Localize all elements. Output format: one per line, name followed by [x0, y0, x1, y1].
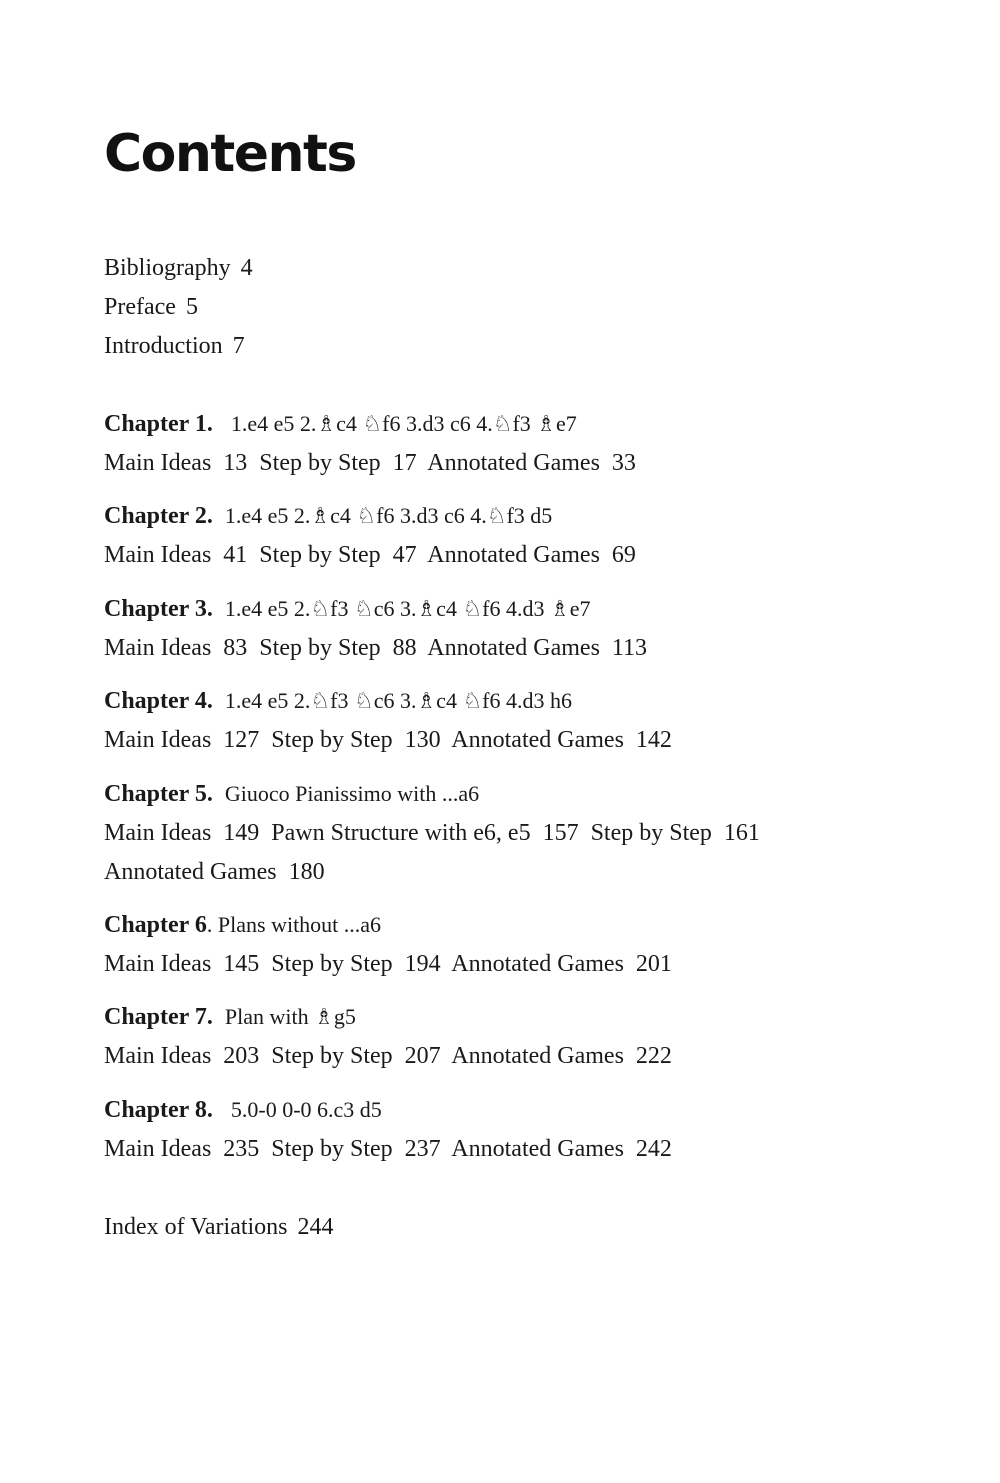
chapter-6-sections[interactable]: Main Ideas 145 Step by Step 194 Annotated Games 201 — [104, 951, 672, 977]
toc-entry-bibliography[interactable] — [104, 256, 253, 280]
toc-entry-label: Introduction — [104, 333, 223, 359]
page-title: Contents — [104, 124, 356, 184]
chapter-label: Chapter 3. — [104, 596, 213, 622]
toc-entry-index-of-variations[interactable] — [104, 1215, 334, 1239]
chapter-title: Plan with ♗g5 — [224, 1004, 356, 1029]
chapter-title: 1.e4 e5 2.♘f3 ♘c6 3.♗c4 ♘f6 4.d3 ♗e7 — [224, 596, 591, 621]
chapter-title: 5.0-0 0-0 6.c3 d5 — [230, 1097, 382, 1122]
chapter-label: Chapter 6 — [104, 912, 207, 938]
chapter-1-heading[interactable] — [104, 412, 577, 436]
toc-entry-label: Index of Variations — [104, 1214, 288, 1240]
chapter-label: Chapter 4. — [104, 688, 213, 714]
chapter-label: Chapter 8. — [104, 1097, 213, 1123]
chapter-1-sections[interactable]: Main Ideas 13 Step by Step 17 Annotated Games 33 — [104, 450, 636, 476]
chapter-label: Chapter 7. — [104, 1004, 213, 1030]
chapter-8-heading[interactable] — [104, 1098, 382, 1122]
chapter-8-sections[interactable]: Main Ideas 235 Step by Step 237 Annotated Games 242 — [104, 1136, 672, 1162]
chapter-3-sections[interactable]: Main Ideas 83 Step by Step 88 Annotated Games 113 — [104, 635, 648, 661]
toc-entry-page: 5 — [185, 294, 198, 320]
chapter-3-heading[interactable] — [104, 597, 590, 621]
toc-entry-page: 7 — [232, 333, 245, 359]
chapter-5-sections-continued[interactable]: Annotated Games 180 — [104, 859, 325, 885]
toc-entry-preface[interactable] — [104, 295, 198, 319]
chapter-title: Giuoco Pianissimo with ...a6 — [224, 781, 480, 806]
chapter-title: . Plans without ...a6 — [206, 912, 382, 937]
chapter-4-heading[interactable] — [104, 689, 572, 713]
chapter-title: 1.e4 e5 2.♘f3 ♘c6 3.♗c4 ♘f6 4.d3 h6 — [224, 688, 572, 713]
chapter-5-sections[interactable]: Main Ideas 149 Pawn Structure with e6, e5 157 Step by Step 161 — [104, 820, 760, 846]
chapter-title: 1.e4 e5 2.♗c4 ♘f6 3.d3 c6 4.♘f3 ♗e7 — [230, 411, 577, 436]
chapter-label: Chapter 5. — [104, 781, 213, 807]
toc-entry-label: Preface — [104, 294, 176, 320]
chapter-2-heading[interactable] — [104, 504, 552, 528]
toc-entry-page: 244 — [297, 1214, 334, 1240]
chapter-7-sections[interactable]: Main Ideas 203 Step by Step 207 Annotated Games 222 — [104, 1043, 672, 1069]
chapter-6-heading[interactable] — [104, 913, 381, 937]
chapter-2-sections[interactable]: Main Ideas 41 Step by Step 47 Annotated Games 69 — [104, 542, 636, 568]
chapter-7-heading[interactable] — [104, 1005, 356, 1029]
chapter-label: Chapter 1. — [104, 411, 213, 437]
toc-entry-label: Bibliography — [104, 255, 231, 281]
chapter-4-sections[interactable]: Main Ideas 127 Step by Step 130 Annotated Games 142 — [104, 727, 672, 753]
chapter-label: Chapter 2. — [104, 503, 213, 529]
chapter-title: 1.e4 e5 2.♗c4 ♘f6 3.d3 c6 4.♘f3 d5 — [224, 503, 553, 528]
toc-entry-introduction[interactable] — [104, 334, 245, 358]
chapter-5-heading[interactable] — [104, 782, 479, 806]
toc-entry-page: 4 — [240, 255, 253, 281]
